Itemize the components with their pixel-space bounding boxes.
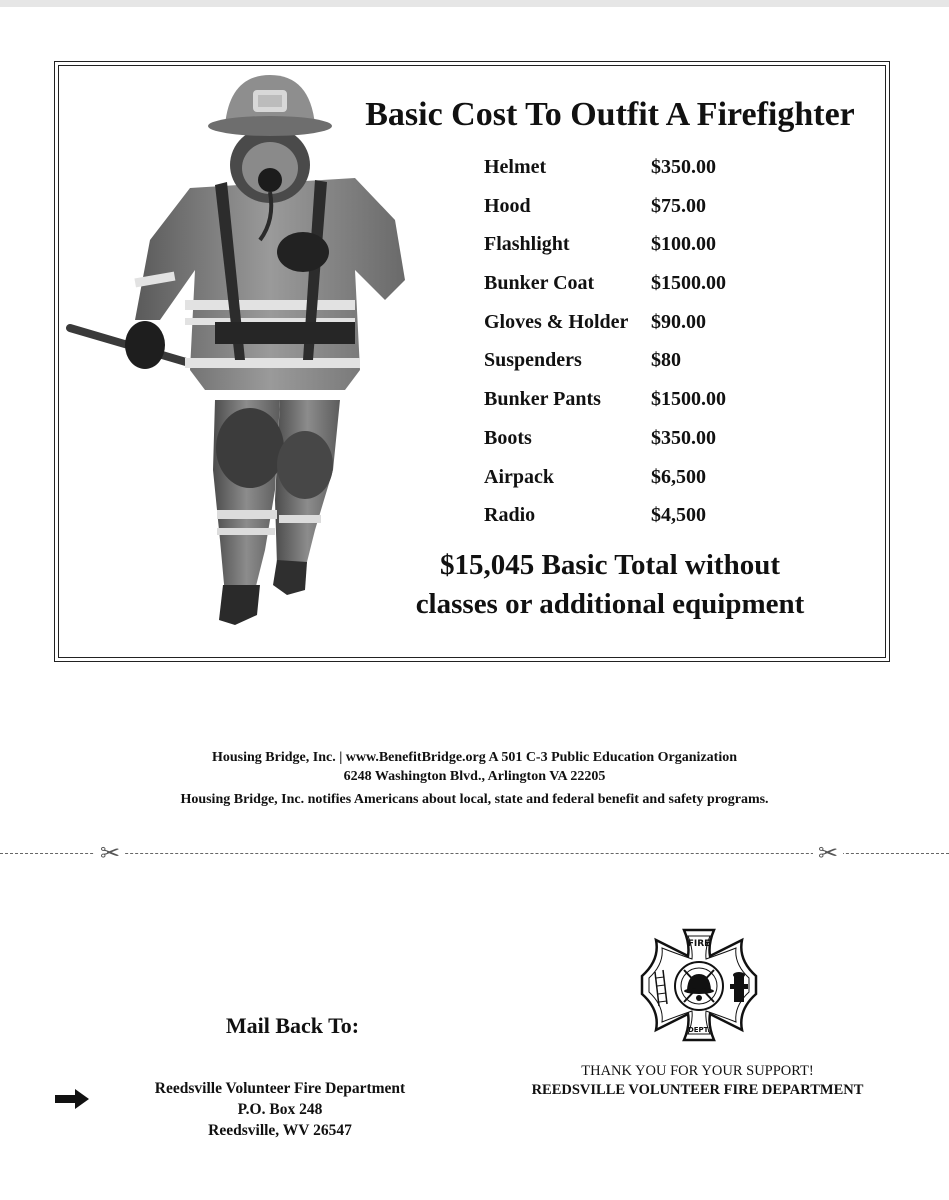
item-name: Gloves & Holder — [484, 310, 629, 333]
item-price: $80 — [651, 349, 681, 372]
item-price: $1500.00 — [651, 272, 726, 295]
cost-table — [484, 148, 864, 535]
item-name: Boots — [484, 426, 532, 449]
cost-row — [484, 303, 864, 342]
cost-row — [484, 225, 864, 264]
item-price: $1500.00 — [651, 388, 726, 411]
cut-line — [0, 853, 949, 854]
cost-row — [484, 419, 864, 458]
item-price: $4,500 — [651, 504, 706, 527]
mail-back-heading: Mail Back To: — [225, 1013, 360, 1038]
cost-row — [484, 496, 864, 535]
total-line-2: classes or additional equipment — [415, 588, 805, 620]
logo-top-text: FIRE — [687, 939, 711, 949]
total-line-1: $15,045 Basic Total without — [440, 549, 780, 581]
cost-row — [484, 148, 864, 187]
page-title: Basic Cost To Outfit A Firefighter — [365, 96, 855, 133]
firefighter-photo — [65, 70, 410, 630]
item-price: $6,500 — [651, 465, 706, 488]
cost-row — [484, 341, 864, 380]
logo-bottom-text: DEPT. — [687, 1026, 711, 1034]
maltese-cross-icon — [638, 926, 760, 1044]
item-price: $350.00 — [651, 156, 716, 178]
cost-row — [484, 458, 864, 497]
cost-row — [484, 264, 864, 303]
item-price: $75.00 — [651, 194, 706, 217]
item-name: Helmet — [484, 156, 547, 178]
item-name: Radio — [484, 504, 536, 527]
item-name: Hood — [484, 194, 531, 217]
org-info-line-1: Housing Bridge, Inc. | www.BenefitBridge.org A 501 C-3 Public Education Organization — [212, 750, 737, 765]
address-org: Reedsville Volunteer Fire Department — [154, 1080, 406, 1097]
item-name: Airpack — [484, 465, 554, 488]
address-po-box: P.O. Box 248 — [237, 1101, 323, 1118]
item-price: $100.00 — [651, 233, 716, 256]
thank-you-message — [500, 1062, 895, 1100]
mailing-address — [120, 1078, 440, 1141]
cost-row — [484, 187, 864, 226]
arrow-right-icon — [55, 1089, 89, 1109]
scissors-icon: ✂ — [95, 840, 125, 866]
top-strip — [0, 0, 949, 7]
item-price: $90.00 — [651, 310, 706, 333]
org-info-line-3: Housing Bridge, Inc. notifies Americans about local, state and federal benefit and safety programs. — [180, 792, 769, 807]
item-name: Bunker Pants — [484, 388, 601, 411]
item-name: Bunker Coat — [484, 272, 595, 295]
total-statement — [370, 546, 850, 624]
cost-row — [484, 380, 864, 419]
org-info-line-2: 6248 Washington Blvd., Arlington VA 22205 — [343, 769, 606, 784]
organization-info — [0, 748, 949, 809]
department-name: REEDSVILLE VOLUNTEER FIRE DEPARTMENT — [531, 1082, 864, 1098]
item-name: Flashlight — [484, 233, 570, 256]
thank-you-line: THANK YOU FOR YOUR SUPPORT! — [581, 1063, 814, 1079]
item-name: Suspenders — [484, 349, 582, 372]
scissors-icon: ✂ — [813, 840, 843, 866]
item-price: $350.00 — [651, 426, 716, 449]
address-city: Reedsville, WV 26547 — [208, 1122, 352, 1139]
